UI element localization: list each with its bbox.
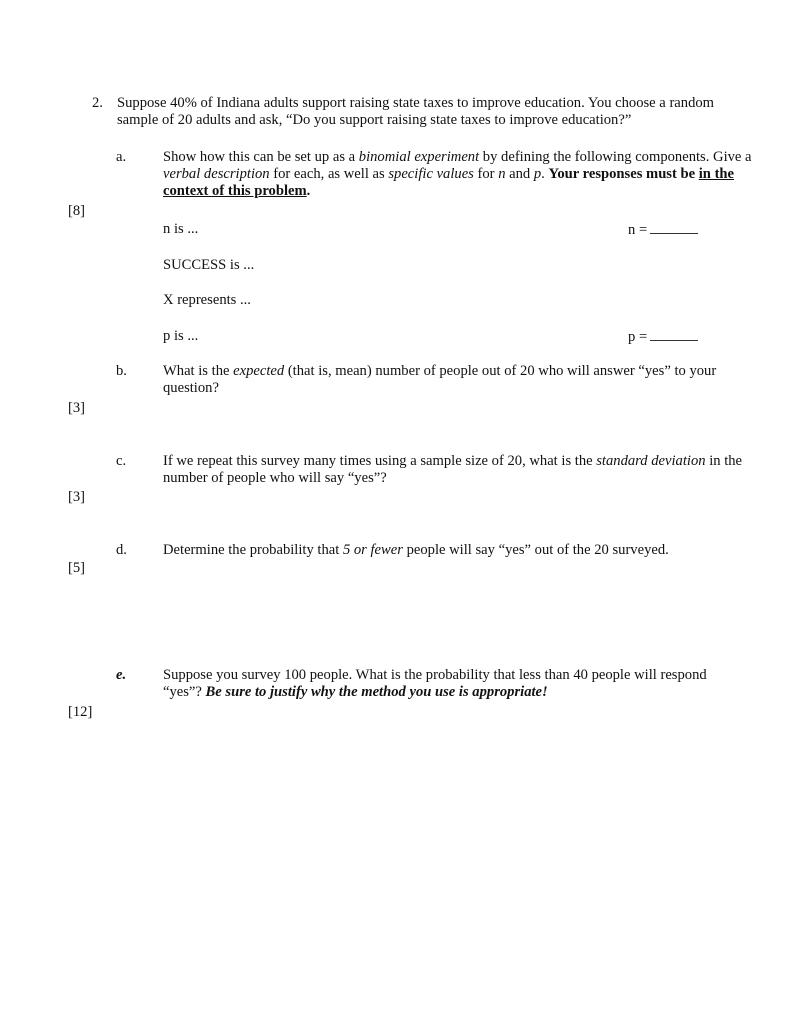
n-description-prompt: n is ... <box>163 221 199 237</box>
x-description-prompt: X represents ... <box>163 292 251 308</box>
part-b-text: What is the expected (that is, mean) number of people out of 20 who will answer “yes” to your question? <box>163 363 717 396</box>
p-answer-blank[interactable] <box>650 328 698 341</box>
part-d-points: [5] <box>68 560 86 576</box>
n-value-field[interactable]: n = <box>628 221 698 239</box>
part-d-label: d. <box>116 542 127 558</box>
n-answer-blank[interactable] <box>650 221 698 234</box>
success-description-prompt: SUCCESS is ... <box>163 257 255 273</box>
part-e-label: e. <box>116 667 127 683</box>
part-b-points: [3] <box>68 400 86 416</box>
part-a-text: Show how this can be set up as a binomial experiment by defining the following components. Give a verbal description for each, as well as specific values for n and p. Your responses must be in the context of this problem. <box>163 149 752 199</box>
part-a-points: [8] <box>68 203 86 219</box>
part-a-label: a. <box>116 149 127 165</box>
part-b-label: b. <box>116 363 127 379</box>
part-e-text: Suppose you survey 100 people. What is the probability that less than 40 people will respond “yes”? Be sure to justify why the method you use is appropriate! <box>163 667 707 700</box>
part-d-text: Determine the probability that 5 or fewer people will say “yes” out of the 20 surveyed. <box>163 542 669 558</box>
question-number: 2. <box>92 95 103 111</box>
p-description-prompt: p is ... <box>163 328 199 344</box>
question-stem: Suppose 40% of Indiana adults support raising state taxes to improve education. You choose a random sample of 20 adults and ask, “Do you support raising state taxes to improve education?” <box>117 95 715 128</box>
part-e-points: [12] <box>68 704 93 720</box>
part-c-points: [3] <box>68 489 86 505</box>
p-value-field[interactable]: p = <box>628 328 698 346</box>
part-c-label: c. <box>116 453 127 469</box>
part-c-text: If we repeat this survey many times using a sample size of 20, what is the standard deviation in the number of people who will say “yes”? <box>163 453 743 486</box>
